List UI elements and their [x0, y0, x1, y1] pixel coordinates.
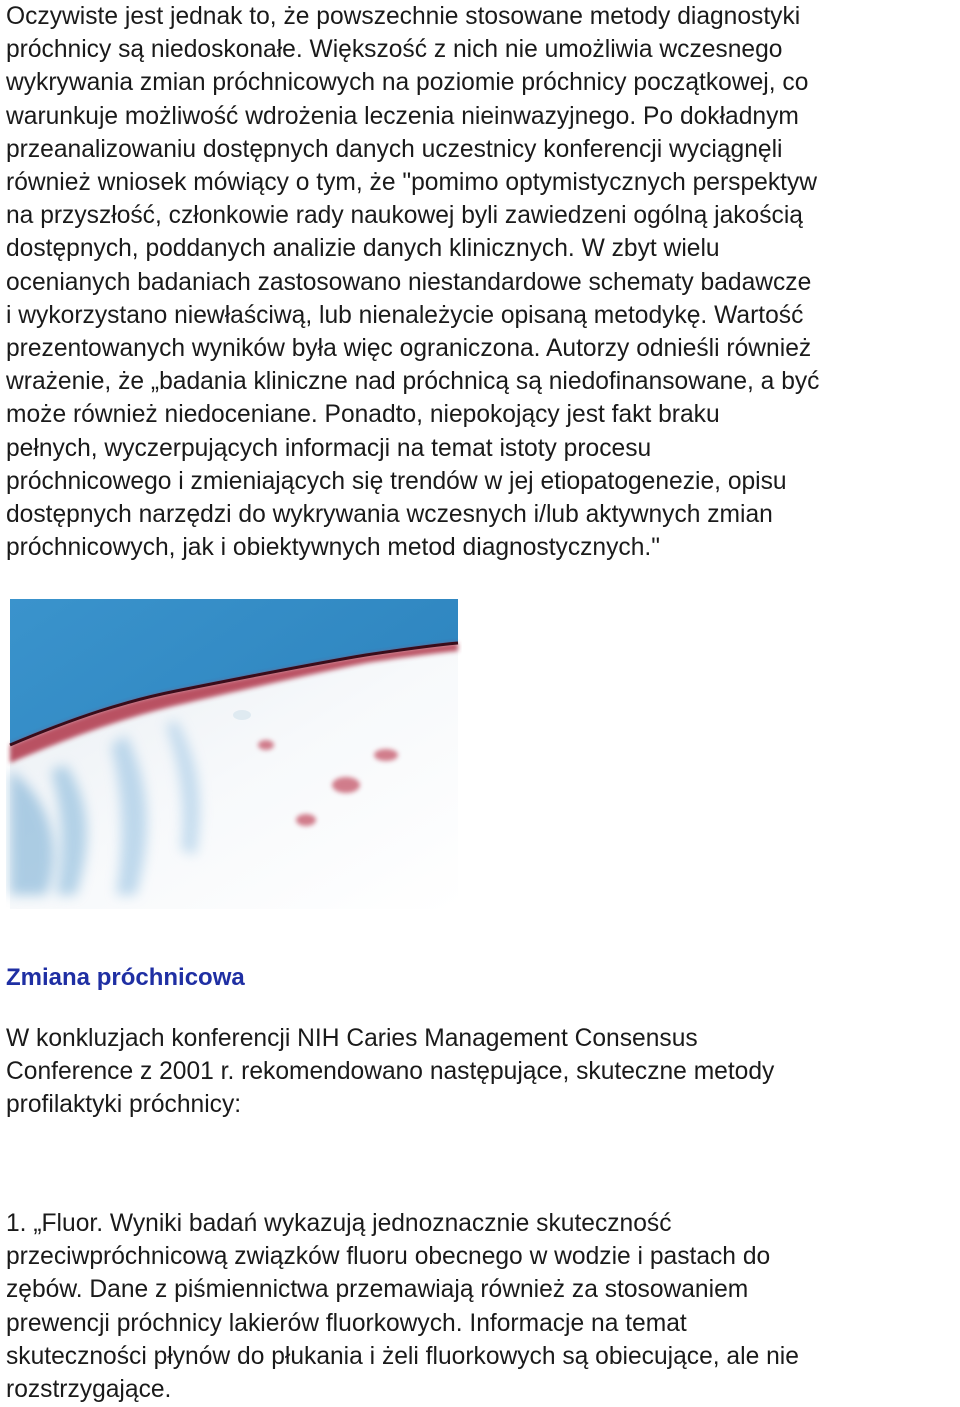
caries-lesion-photo	[6, 595, 462, 917]
figure-caption: Zmiana próchnicowa	[6, 964, 245, 991]
conclusions-paragraph: W konkluzjach konferencji NIH Caries Management Consensus Conference z 2001 r. rekomendowano następujące, skuteczne metody profilaktyki próchnicy:	[6, 1025, 775, 1119]
intro-paragraph: Oczywiste jest jednak to, że powszechnie stosowane metody diagnostyki próchnicy są niedoskonałe. Większość z nich nie umożliwia wczesnego wykrywania zmian próchnicowych na poziomie próchnicy początkowej, co warunkuje możliwość wdrożenia leczenia nieinwazyjnego. Po dokładnym przeanalizowaniu dostępnych danych uczestnicy konferencji wyciągnęli również wniosek mówiący o tym, że "pomimo optymistycznych perspektyw na przyszłość, członkowie rady naukowej byli zawiedzeni ogólną jakością dostępnych, poddanych analizie danych klinicznych. W zbyt wielu ocenianych badaniach zastosowano niestandardowe schematy badawcze i wykorzystano niewłaściwą, lub nienależycie opisaną metodykę. Wartość prezentowanych wyników była więc ograniczona. Autorzy odnieśli również wrażenie, że „badania kliniczne nad próchnicą są niedofinansowane, a być może również niedoceniane. Ponadto, niepokojący jest fakt braku pełnych, wyczerpujących informacji na temat istoty procesu próchnicowego i zmieniających się trendów w jej etiopatogenezie, opisu dostępnych narzędzi do wykrywania wczesnych i/lub aktywnych zmian próchnicowych, jak i obiektywnych metod diagnostycznych."	[6, 3, 820, 562]
fluor-paragraph: 1. „Fluor. Wyniki badań wykazują jednoznacznie skuteczność przeciwpróchnicową związków fluoru obecnego w wodzie i pastach do zębów. Dane z piśmiennictwa przemawiają również za stosowaniem prewencji próchnicy lakierów fluorkowych. Informacje na temat skuteczności płynów do płukania i żeli fluorkowych są obiecujące, ale nie rozstrzygające.	[6, 1210, 799, 1404]
